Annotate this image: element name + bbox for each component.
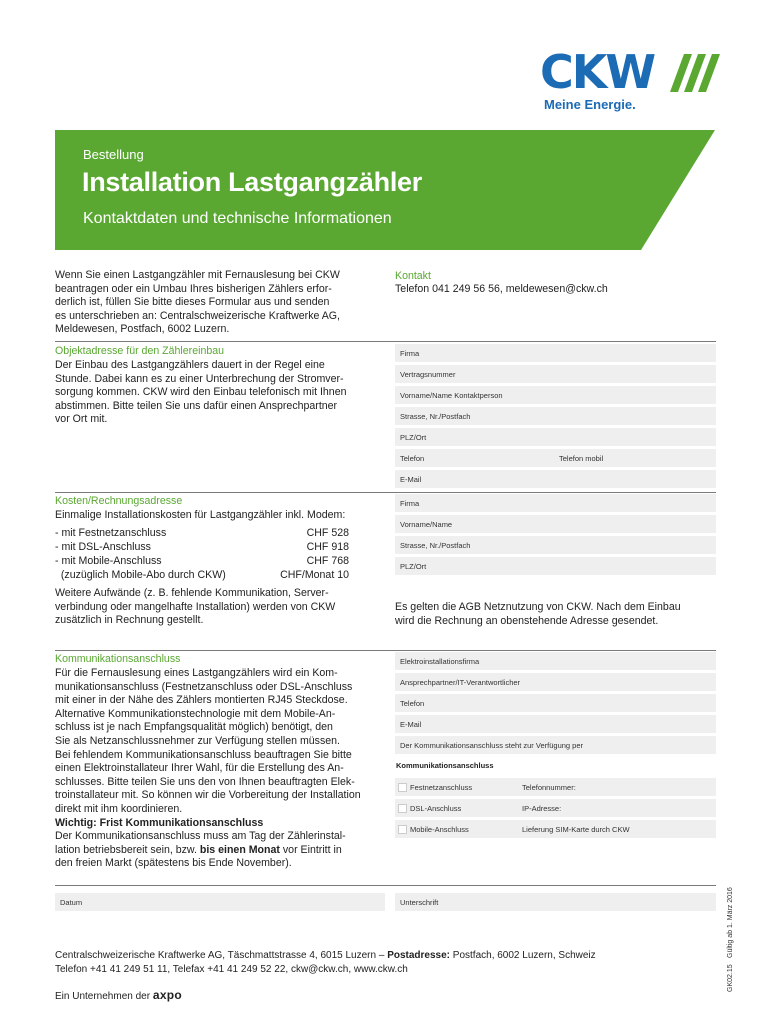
- field-label: Unterschrift: [400, 898, 439, 907]
- object-address-text: [55, 359, 385, 427]
- field-label: Firma: [400, 349, 420, 358]
- option-detail: Telefonnummer:: [522, 783, 576, 792]
- axpo-logo: axpo: [152, 988, 183, 1002]
- object-strasse-field[interactable]: [395, 407, 716, 425]
- billing-intro: Einmalige Installationskosten für Lastgangzähler inkl. Modem:: [55, 509, 346, 521]
- object-email-field[interactable]: [395, 470, 716, 488]
- field-label: Der Kommunikationsanschluss steht zur Verfügung per: [400, 741, 584, 750]
- price-row: [55, 555, 349, 569]
- comm-line: Der Kommunikationsanschluss muss am Tag der Zählerinstal-: [55, 830, 346, 843]
- agb-text: [395, 601, 720, 628]
- contact-line: Telefon 041 249 56 56, meldewesen@ckw.ch: [395, 283, 608, 295]
- comm-line: schluss ist je nach Empfangsqualität möglich) benötigt, den: [55, 721, 333, 734]
- checkbox-mobile[interactable]: [398, 825, 407, 834]
- comm-telefon-field[interactable]: [395, 694, 716, 712]
- comm-line: den freien Markt (spätestens bis Ende November).: [55, 857, 292, 870]
- comm-line: Alternative Kommunikationstechnologie mit dem Mobile-An-: [55, 707, 336, 720]
- field-label: E-Mail: [400, 475, 422, 484]
- object-telefon-field[interactable]: [395, 449, 716, 467]
- checkbox-dsl[interactable]: [398, 804, 407, 813]
- intro-line: Meldewesen, Postfach, 6002 Luzern.: [55, 323, 230, 336]
- field-label: E-Mail: [400, 720, 422, 729]
- footer-line: Telefon +41 41 249 51 11, Telefax +41 41 249 52 22, ckw@ckw.ch, www.ckw.ch: [55, 964, 408, 975]
- warning-emphasis: bis einen Monat: [199, 843, 280, 856]
- comm-warning-line: [55, 844, 390, 858]
- footer-text: Postfach, 6002 Luzern, Schweiz: [450, 950, 596, 961]
- intro-line: beantragen oder ein Umbau Ihres bisherigen Zählers erfor-: [55, 282, 332, 295]
- signature-field[interactable]: [395, 893, 716, 911]
- warning-text: lation betriebsbereit sein, bzw.: [55, 843, 200, 856]
- price-value: CHF 528: [306, 527, 349, 539]
- price-row: [55, 527, 349, 541]
- option-label: DSL-Anschluss: [410, 804, 462, 813]
- logo-slashes-icon: [670, 54, 720, 92]
- comm-line: troinstallateur mit. So können wir die Vorbereitung der Installation: [55, 789, 361, 802]
- object-line: Der Einbau des Lastgangzählers dauert in der Regel eine: [55, 359, 325, 371]
- object-firma-field[interactable]: [395, 344, 716, 362]
- billing-name-field[interactable]: [395, 515, 716, 533]
- field-label: Strasse, Nr./Postfach: [400, 412, 471, 421]
- object-kontaktperson-field[interactable]: [395, 386, 716, 404]
- communication-text: [55, 667, 390, 871]
- object-vertragsnummer-field[interactable]: [395, 365, 716, 383]
- checkbox-festnetz[interactable]: [398, 783, 407, 792]
- comm-line: direkt mit ihm koordinieren.: [55, 802, 183, 815]
- comm-line: mit einer in der Nähe des Zählers montierten RJ45 Steckdose.: [55, 694, 348, 707]
- billing-line: verbindung oder mangelhafte Installation) werden von CKW: [55, 600, 336, 613]
- date-field[interactable]: [55, 893, 385, 911]
- option-label: Mobile-Anschluss: [410, 825, 469, 834]
- comm-line: einen Elektroinstallateur Ihrer Wahl, für die Erstellung des An-: [55, 762, 344, 775]
- intro-line: derlich ist, füllen Sie bitte dieses Formular aus und senden: [55, 296, 330, 309]
- object-line: sorgung kommen. CKW wird den Einbau telefonisch mit Ihnen: [55, 386, 347, 399]
- comm-line: schlusses. Bitte teilen Sie uns den von Ihnen beauftragten Elek-: [55, 775, 355, 788]
- price-value: CHF 918: [306, 541, 349, 553]
- price-label: - mit Festnetzanschluss: [55, 527, 167, 539]
- intro-line: Wenn Sie einen Lastgangzähler mit Fernauslesung bei CKW: [55, 269, 340, 281]
- options-heading: Kommunikationsanschluss: [396, 761, 494, 770]
- option-detail: IP-Adresse:: [522, 804, 562, 813]
- price-label: (zuzüglich Mobile-Abo durch CKW): [55, 569, 226, 581]
- field-label: PLZ/Ort: [400, 433, 427, 442]
- agb-line: wird die Rechnung an obenstehende Adresse gesendet.: [395, 614, 659, 627]
- footer-line: [55, 949, 675, 963]
- footer-emphasis: Postadresse:: [387, 950, 450, 961]
- logo-tagline: Meine Energie.: [544, 97, 636, 112]
- field-label: Ansprechpartner/IT-Verantwortlicher: [400, 678, 521, 687]
- section-divider: [55, 885, 716, 886]
- billing-line: zusätzlich in Rechnung gestellt.: [55, 614, 204, 627]
- object-plz-field[interactable]: [395, 428, 716, 446]
- comm-ansprechpartner-field[interactable]: [395, 673, 716, 691]
- price-row: [55, 541, 349, 555]
- object-line: Stunde. Dabei kann es zu einer Unterbrechung der Stromver-: [55, 372, 344, 385]
- field-label: Vorname/Name: [400, 520, 453, 529]
- price-value: CHF/Monat 10: [280, 569, 349, 581]
- comm-line: Bei fehlendem Kommunikationsanschluss beauftragen Sie bitte: [55, 748, 352, 761]
- contact-heading: Kontakt: [395, 270, 431, 282]
- object-address-heading: Objektadresse für den Zählereinbau: [55, 345, 225, 357]
- page-title: Installation Lastgangzähler: [82, 167, 422, 197]
- price-label: - mit Mobile-Anschluss: [55, 555, 162, 567]
- communication-heading: Kommunikationsanschluss: [55, 653, 181, 665]
- object-line: abstimmen. Bitte teilen Sie uns dafür einen Ansprechpartner: [55, 399, 338, 412]
- section-divider: [55, 492, 716, 493]
- title-banner: [55, 130, 715, 250]
- field-label: Telefon: [400, 454, 425, 463]
- option-mobile[interactable]: [395, 820, 716, 838]
- field-label: Telefon mobil: [559, 454, 604, 463]
- price-label: - mit DSL-Anschluss: [55, 541, 151, 553]
- warning-text: vor Eintritt in: [279, 843, 342, 856]
- billing-strasse-field[interactable]: [395, 536, 716, 554]
- field-label: PLZ/Ort: [400, 562, 427, 571]
- billing-plz-field[interactable]: [395, 557, 716, 575]
- field-label: Datum: [60, 898, 83, 907]
- banner-subtitle: Bestellung: [83, 147, 144, 162]
- intro-text: [55, 269, 385, 337]
- section-divider: [55, 650, 716, 651]
- field-label: Firma: [400, 499, 420, 508]
- option-detail: Lieferung SIM-Karte durch CKW: [522, 825, 630, 834]
- warning-heading: Wichtig: Frist Kommunikationsanschluss: [55, 816, 264, 829]
- price-row: [55, 569, 349, 583]
- footer-address: [55, 949, 675, 977]
- billing-extra-text: [55, 587, 385, 628]
- footer-company-prefix: Ein Unternehmen der: [55, 991, 151, 1002]
- comm-firma-field[interactable]: [395, 652, 716, 670]
- object-line: vor Ort mit.: [55, 413, 108, 426]
- option-dsl[interactable]: [395, 799, 716, 817]
- comm-line: Sie als Netzanschlussnehmer zur Verfügung stellen müssen.: [55, 734, 341, 747]
- field-label: Vorname/Name Kontaktperson: [400, 391, 503, 400]
- comm-line: munikationsanschluss (Festnetzanschluss oder DSL-Anschluss: [55, 680, 353, 693]
- comm-email-field[interactable]: [395, 715, 716, 733]
- field-label: Elektroinstallationsfirma: [400, 657, 480, 666]
- banner-subheading: Kontaktdaten und technische Informationen: [83, 210, 392, 227]
- field-label: Vertragsnummer: [400, 370, 456, 379]
- footer-company: [55, 988, 182, 1004]
- section-divider: [55, 341, 716, 342]
- footer-text: Centralschweizerische Kraftwerke AG, Täschmattstrasse 4, 6015 Luzern –: [55, 950, 388, 961]
- comm-line: Für die Fernauslesung eines Lastgangzählers wird ein Kom-: [55, 667, 338, 679]
- ckw-logo: [540, 45, 720, 122]
- logo-wordmark: CKW: [540, 45, 655, 99]
- form-code: GK02.15: [727, 964, 734, 992]
- option-label: Festnetzanschluss: [410, 783, 473, 792]
- field-label: Strasse, Nr./Postfach: [400, 541, 471, 550]
- billing-firma-field[interactable]: [395, 494, 716, 512]
- intro-line: es unterschrieben an: Centralschweizerische Kraftwerke AG,: [55, 309, 340, 322]
- form-validity: Gültig ab 1. März 2016: [727, 887, 734, 958]
- option-festnetz[interactable]: [395, 778, 716, 796]
- billing-line: Weitere Aufwände (z. B. fehlende Kommunikation, Server-: [55, 587, 329, 599]
- field-label: Telefon: [400, 699, 425, 708]
- comm-verfuegung-field[interactable]: [395, 736, 716, 754]
- price-value: CHF 768: [306, 555, 349, 567]
- billing-heading: Kosten/Rechnungsadresse: [55, 495, 183, 507]
- agb-line: Es gelten die AGB Netznutzung von CKW. Nach dem Einbau: [395, 601, 681, 613]
